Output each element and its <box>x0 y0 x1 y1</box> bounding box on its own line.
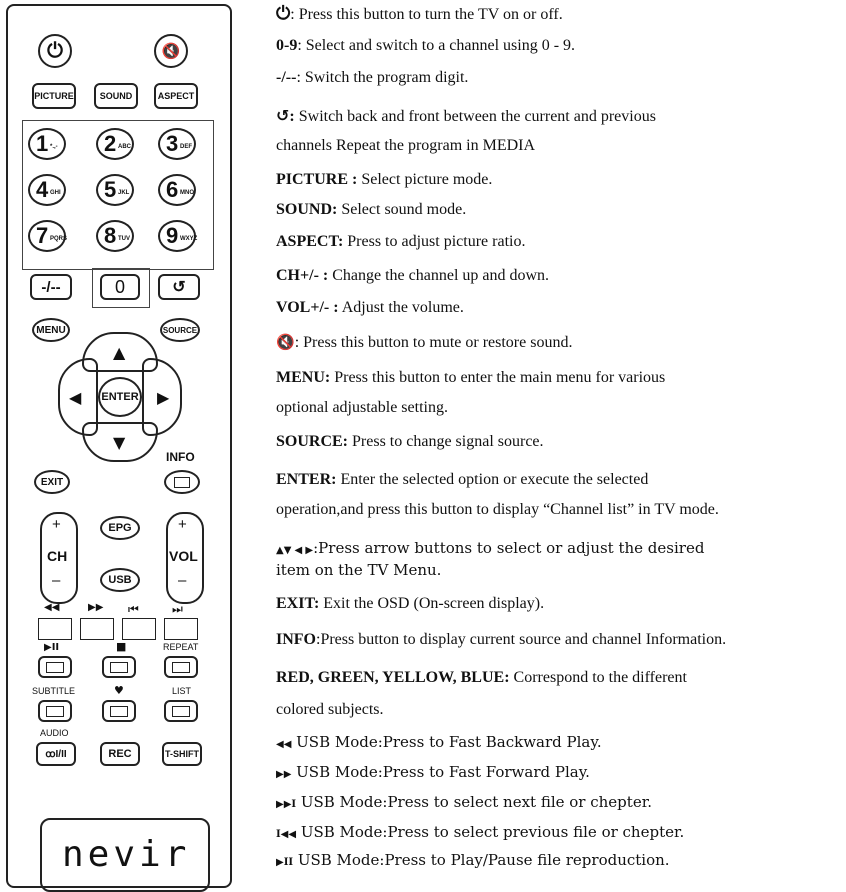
teletext-icon <box>46 662 64 673</box>
desc-text: Press to adjust picture ratio. <box>343 233 526 250</box>
power-icon: ⏻ <box>276 3 291 24</box>
desc-play-pause <box>276 850 670 873</box>
desc-key: PICTURE : <box>276 171 358 188</box>
mute-icon: 🔇 <box>276 333 295 351</box>
favorite-icon: ♥ <box>114 684 124 697</box>
repeat-button[interactable] <box>164 656 198 678</box>
info-icon <box>174 477 190 488</box>
green-button[interactable] <box>102 656 136 678</box>
digit-label: 3 <box>166 131 179 156</box>
desc-program-digit <box>276 68 468 88</box>
desc-key: SOURCE: <box>276 433 349 450</box>
desc-recall-cont: channels Repeat the program in MEDIA <box>276 137 536 154</box>
desc-text: USB Mode:Press to Play/Pause file reproduction. <box>293 851 670 869</box>
desc-text: USB Mode:Press to Fast Forward Play. <box>291 763 590 781</box>
remote-control <box>6 4 232 888</box>
recall-icon: ↺ <box>172 279 186 296</box>
desc-text: : Switch the program digit. <box>296 69 469 86</box>
desc-key: MENU: <box>276 369 331 386</box>
desc-text: Change the channel up and down. <box>328 267 550 284</box>
volume-down[interactable]: – <box>178 572 187 589</box>
arrow-keys-icon: ▲▼ ◀ ▶ <box>276 545 314 556</box>
reveal-icon <box>110 706 128 717</box>
desc-colors-cont: colored subjects. <box>276 701 384 718</box>
desc-text: Press to change signal source. <box>348 433 544 450</box>
desc-key: ENTER: <box>276 471 337 488</box>
desc-key: : <box>289 108 295 125</box>
volume-rocker[interactable] <box>166 512 204 604</box>
desc-text: Press this button to enter the main menu for various <box>330 369 666 386</box>
repeat-label: REPEAT <box>163 642 199 652</box>
digit-label: 6 <box>166 177 179 202</box>
volume-up[interactable]: + <box>178 516 187 533</box>
desc-volume <box>276 298 464 318</box>
desc-previous <box>276 822 684 845</box>
desc-text: USB Mode:Press to Fast Backward Play. <box>291 733 602 751</box>
digit-label: 4 <box>36 177 49 202</box>
power-button[interactable] <box>38 34 72 68</box>
digit-sub-label: TUV <box>118 236 130 242</box>
fast-forward-icon: ▶▶ <box>276 769 292 780</box>
desc-fast-forward <box>276 762 590 785</box>
desc-key: VOL+/- : <box>276 299 339 316</box>
rewind-button[interactable] <box>38 618 72 640</box>
desc-text: :Press button to display current source and channel Information. <box>316 631 727 648</box>
desc-arrows <box>276 538 704 561</box>
picture-button[interactable]: PICTURE <box>32 83 76 109</box>
aspect-button[interactable]: ASPECT <box>154 83 198 109</box>
list-button[interactable] <box>164 700 198 722</box>
audio-button[interactable]: ꝏI/II <box>36 742 76 766</box>
desc-text: USB Mode:Press to select previous file or chepter. <box>296 823 685 841</box>
digit-label: 8 <box>104 223 117 248</box>
arrow-up-icon: ▲ <box>113 343 126 362</box>
desc-rewind <box>276 732 602 755</box>
program-digit-button[interactable]: -/-- <box>30 274 72 300</box>
dpad-right[interactable] <box>142 358 182 436</box>
desc-enter <box>276 470 648 490</box>
desc-text: Switch back and front between the current and previous <box>294 108 656 125</box>
list-label: LIST <box>172 686 192 696</box>
brand-logo <box>40 818 210 892</box>
number-button-0[interactable]: 0 <box>100 274 140 300</box>
next-icon: ⏭ <box>172 602 183 616</box>
digit-sub-label: PQRS <box>50 236 68 242</box>
rewind-icon: ◀◀ <box>276 739 292 750</box>
desc-text: USB Mode:Press to select next file or chepter. <box>296 793 652 811</box>
desc-power <box>276 4 563 25</box>
previous-button[interactable] <box>122 618 156 640</box>
desc-exit <box>276 594 544 614</box>
enter-button[interactable]: ENTER <box>98 377 142 417</box>
stop-icon: ■ <box>116 640 127 653</box>
previous-icon: I◀◀ <box>276 829 297 840</box>
dpad-left[interactable] <box>58 358 98 436</box>
next-button[interactable] <box>164 618 198 640</box>
brand-text: nevir <box>62 834 191 875</box>
number-button-3[interactable] <box>158 128 196 160</box>
desc-arrows-cont: item on the TV Menu. <box>276 561 442 579</box>
desc-picture <box>276 170 492 190</box>
previous-icon: ⏮ <box>128 602 139 616</box>
info-button[interactable] <box>164 470 200 494</box>
favorite-button[interactable] <box>102 700 136 722</box>
number-button-1[interactable] <box>28 128 66 160</box>
desc-key: ASPECT: <box>276 233 344 250</box>
list-icon <box>172 706 190 717</box>
teletext-cancel-icon <box>172 662 190 673</box>
desc-menu-cont: optional adjustable setting. <box>276 399 448 416</box>
exit-button[interactable]: EXIT <box>34 470 70 494</box>
channel-rocker[interactable] <box>40 512 78 604</box>
volume-label: VOL <box>169 548 198 564</box>
desc-key: SOUND: <box>276 201 338 218</box>
recall-icon: ↺ <box>276 106 290 125</box>
red-button[interactable] <box>38 656 72 678</box>
desc-mute <box>276 332 572 353</box>
play-pause-icon: ▶II <box>276 857 294 868</box>
desc-key: -/-- <box>276 69 297 86</box>
channel-up[interactable]: + <box>52 516 61 533</box>
number-button-4[interactable] <box>28 174 66 206</box>
source-button[interactable]: SOURCE <box>160 318 200 342</box>
desc-text: Select picture mode. <box>357 171 493 188</box>
digit-sub-label: *.,- <box>50 144 58 150</box>
dpad <box>58 332 182 462</box>
desc-sound <box>276 200 466 220</box>
fast-forward-button[interactable] <box>80 618 114 640</box>
desc-channel <box>276 266 549 286</box>
channel-label: CH <box>47 548 68 564</box>
desc-recall <box>276 106 656 127</box>
digit-label: 2 <box>104 131 117 156</box>
desc-text: Exit the OSD (On-screen display). <box>319 595 545 612</box>
desc-key: EXIT: <box>276 595 320 612</box>
desc-text: : Press this button to mute or restore sound. <box>294 334 573 351</box>
play-pause-icon: ▶II <box>44 642 60 653</box>
desc-text: Select sound mode. <box>337 201 467 218</box>
rewind-icon: ◀◀ <box>44 602 60 613</box>
number-button-5[interactable] <box>96 174 134 206</box>
power-icon: ⏻ <box>47 39 63 62</box>
audio-label: AUDIO <box>40 728 69 738</box>
subtitle-label: SUBTITLE <box>32 686 76 696</box>
number-button-9[interactable] <box>158 220 196 252</box>
digit-sub-label: MNO <box>180 190 194 196</box>
desc-text: Enter the selected option or execute the selected <box>336 471 649 488</box>
arrow-right-icon: ▶ <box>157 388 170 407</box>
digit-sub-label: ABC <box>118 144 131 150</box>
menu-button[interactable]: MENU <box>32 318 70 342</box>
digit-sub-label: WXYZ <box>180 236 198 242</box>
desc-info <box>276 630 726 650</box>
arrow-down-icon: ▼ <box>113 433 126 452</box>
number-button-8[interactable] <box>96 220 134 252</box>
digit-label: 9 <box>166 223 179 248</box>
desc-digits <box>276 36 575 56</box>
fast-forward-icon: ▶▶ <box>88 602 104 613</box>
digit-sub-label: DEF <box>180 144 192 150</box>
desc-text: : Select and switch to a channel using 0 - 9. <box>297 37 576 54</box>
desc-aspect <box>276 232 525 252</box>
arrow-left-icon: ◀ <box>69 388 82 407</box>
channel-down[interactable]: – <box>52 572 61 589</box>
digit-label: 1 <box>36 131 49 156</box>
mute-button[interactable] <box>154 34 188 68</box>
desc-next <box>276 792 652 815</box>
desc-key: 0-9 <box>276 37 298 54</box>
number-button-6[interactable] <box>158 174 196 206</box>
next-icon: ▶▶I <box>276 799 297 810</box>
desc-key: CH+/- : <box>276 267 329 284</box>
desc-text: Correspond to the different <box>509 669 687 686</box>
sound-button[interactable]: SOUND <box>94 83 138 109</box>
mute-icon: 🔇 <box>161 43 181 60</box>
usb-button[interactable]: USB <box>100 568 140 592</box>
digit-label: 5 <box>104 177 117 202</box>
timeshift-button[interactable]: T-SHIFT <box>162 742 202 766</box>
teletext-hold-icon <box>110 662 128 673</box>
desc-menu <box>276 368 665 388</box>
desc-key: RED, GREEN, YELLOW, BLUE: <box>276 669 510 686</box>
subtitle-icon <box>46 706 64 717</box>
info-label: INFO <box>166 450 195 464</box>
desc-text: Adjust the volume. <box>338 299 464 316</box>
digit-label: 7 <box>36 223 49 248</box>
epg-button[interactable]: EPG <box>100 516 140 540</box>
subtitle-button[interactable] <box>38 700 72 722</box>
desc-enter-cont: operation,and press this button to display “Channel list” in TV mode. <box>276 501 719 518</box>
desc-colors <box>276 668 687 688</box>
digit-sub-label: JKL <box>118 190 130 196</box>
desc-text: :Press arrow buttons to select or adjust the desired <box>313 539 705 557</box>
record-button[interactable]: REC <box>100 742 140 766</box>
digit-sub-label: GHI <box>50 190 61 196</box>
recall-button[interactable] <box>158 274 200 300</box>
number-button-2[interactable] <box>96 128 134 160</box>
desc-text: : Press this button to turn the TV on or off. <box>290 6 563 23</box>
desc-source <box>276 432 544 452</box>
desc-key: INFO <box>276 631 316 648</box>
number-button-7[interactable] <box>28 220 66 252</box>
